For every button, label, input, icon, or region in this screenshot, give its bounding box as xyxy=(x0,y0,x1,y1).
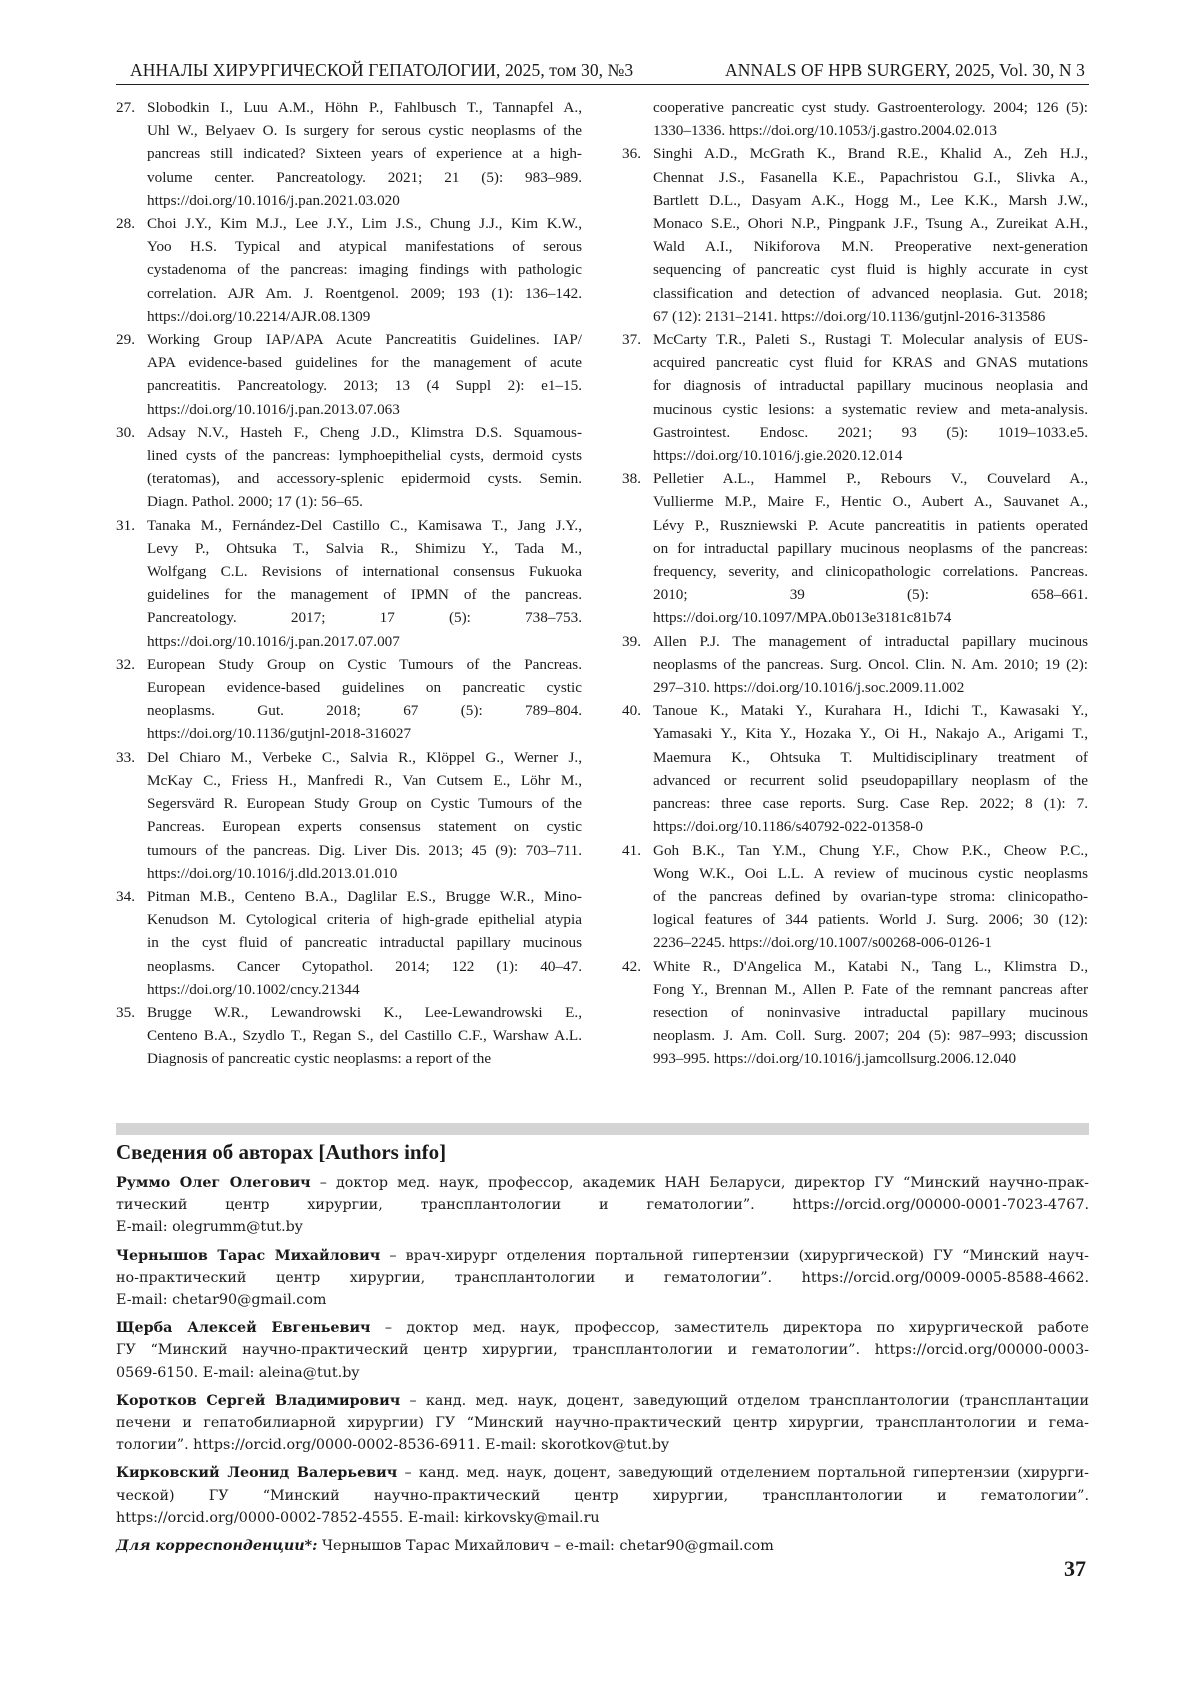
author-line xyxy=(116,1267,1089,1289)
author-text: – канд. мед. наук, доцент, заведующий отделом трансплантологии (трансплантации xyxy=(409,1392,1089,1409)
reference-item xyxy=(116,885,582,1001)
reference-line: Goh B.K., Tan Y.M., Chung Y.F., Chow P.K., Cheow P.C., xyxy=(653,841,1088,859)
author-line xyxy=(116,1434,1089,1456)
reference-line: Diagn. Pathol. 2000; 17 (1): 56–65. xyxy=(147,493,363,511)
reference-line: Monaco S.E., Ohori N.P., Pingpank J.F., Tsung A., Zureikat A.H., xyxy=(653,215,1088,233)
author-text: печени и гепатобилиарной хирургии) ГУ “Минский научно-практический центр хирургии, трансплантологии и гема- xyxy=(116,1415,1089,1432)
author-text: – доктор мед. наук, профессор, заместитель директора по хирургической работе xyxy=(384,1320,1089,1337)
author-name: Руммо Олег Олегович xyxy=(116,1175,311,1191)
author-text: – доктор мед. наук, профессор, академик НАН Беларуси, директор ГУ “Минский научно-прак- xyxy=(319,1175,1089,1191)
reference-item xyxy=(116,421,582,514)
reference-line: https://doi.org/10.2214/AJR.08.1309 xyxy=(147,307,371,325)
reference-line: frequency, severity, and clinicopathologic correlations. Pancreas. xyxy=(653,563,1088,581)
running-header xyxy=(116,58,1089,85)
author-line xyxy=(116,1462,1089,1484)
author-line xyxy=(116,1412,1089,1434)
reference-line: https://doi.org/10.1016/j.pan.2013.07.063 xyxy=(147,400,400,418)
reference-line: Wolfgang C.L. Revisions of international consensus Fukuoka xyxy=(147,563,582,581)
reference-number: 42. xyxy=(622,957,641,975)
reference-line: neoplasm. J. Am. Coll. Surg. 2007; 204 (5): 987–993; discussion xyxy=(653,1027,1088,1045)
author-entry xyxy=(116,1172,1089,1239)
author-entry xyxy=(116,1317,1089,1384)
reference-line: logical features of 344 patients. World J. Surg. 2006; 30 (12): xyxy=(653,911,1088,929)
reference-line: Fong Y., Brennan M., Allen P. Fate of the remnant pancreas after xyxy=(653,980,1088,998)
author-text: https://orcid.org/0000-0002-7852-4555. E-mail: kirkovsky@mail.ru xyxy=(116,1509,600,1526)
reference-number: 31. xyxy=(116,516,135,534)
reference-number: 35. xyxy=(116,1003,135,1021)
author-text: – канд. мед. наук, доцент, заведующий отделением портальной гипертензии (хирурги- xyxy=(404,1465,1089,1482)
author-line xyxy=(116,1194,1089,1216)
reference-item xyxy=(622,467,1088,629)
author-line xyxy=(116,1172,1089,1194)
reference-number: 33. xyxy=(116,748,135,766)
reference-line: https://doi.org/10.1016/j.pan.2021.03.020 xyxy=(147,191,400,209)
author-text: E-mail: chetar90@gmail.com xyxy=(116,1292,327,1309)
reference-line: https://doi.org/10.1016/j.dld.2013.01.010 xyxy=(147,864,398,882)
reference-line: https://doi.org/10.1186/s40792-022-01358-0 xyxy=(653,818,924,836)
reference-line: acquired pancreatic cyst fluid for KRAS and GNAS mutations xyxy=(653,354,1088,372)
author-text: ГУ “Минский научно-практический центр хирургии, трансплантологии и гематологии”. https://orcid.org/00000-0003- xyxy=(116,1342,1089,1359)
author-text: ческой) ГУ “Минский научно-практический центр хирургии, трансплантологии и гематологии”. xyxy=(116,1487,1089,1504)
reference-line: mucinous cystic lesions: a systematic review and meta-analysis. xyxy=(653,400,1088,418)
reference-line: pancreas: three case reports. Surg. Case Rep. 2022; 8 (1): 7. xyxy=(653,795,1088,813)
reference-line: 2010; 39 (5): 658–661. xyxy=(653,586,1088,604)
reference-line: Adsay N.V., Hasteh F., Cheng J.D., Klimstra D.S. Squamous- xyxy=(147,423,582,441)
reference-line: https://doi.org/10.1002/cncy.21344 xyxy=(147,980,360,998)
reference-line: 1330–1336. https://doi.org/10.1053/j.gastro.2004.02.013 xyxy=(653,122,997,140)
author-entry xyxy=(116,1390,1089,1457)
reference-item xyxy=(622,630,1088,700)
reference-line: Lévy P., Ruszniewski P. Acute pancreatitis in patients operated xyxy=(653,516,1088,534)
reference-line: Maemura K., Ohtsuka T. Multidisciplinary treatment of xyxy=(653,748,1088,766)
reference-item xyxy=(622,142,1088,328)
reference-continuation xyxy=(622,96,1088,142)
authors-info-block xyxy=(116,1172,1089,1557)
author-entry xyxy=(116,1245,1089,1312)
reference-number: 27. xyxy=(116,99,135,116)
reference-line: neoplasms. Gut. 2018; 67 (5): 789–804. xyxy=(147,702,582,720)
reference-number: 40. xyxy=(622,702,641,720)
reference-line: Allen P.J. The management of intraductal papillary mucinous xyxy=(653,632,1088,650)
reference-line: Wong W.K., Ooi L.L. A review of mucinous cystic neoplasms xyxy=(653,864,1088,882)
author-text: тический центр хирургии, трансплантологии и гематологии”. https://orcid.org/00000-0001-7023-4767. xyxy=(116,1197,1089,1214)
author-name: Щерба Алексей Евгеньевич xyxy=(116,1320,371,1337)
authors-info-title: Сведения об авторах [Authors info] xyxy=(116,1140,447,1164)
author-line xyxy=(116,1289,1089,1311)
reference-line: 297–310. https://doi.org/10.1016/j.soc.2009.11.002 xyxy=(653,679,965,697)
reference-number: 30. xyxy=(116,423,135,441)
reference-line: resection of noninvasive intraductal papillary mucinous xyxy=(653,1003,1088,1021)
reference-item xyxy=(116,746,582,885)
author-line xyxy=(116,1317,1089,1339)
correspondence-line xyxy=(116,1535,1089,1557)
author-text: тологии”. https://orcid.org/0000-0002-8536-6911. E-mail: skorotkov@tut.by xyxy=(116,1437,670,1454)
reference-line: European Study Group on Cystic Tumours of the Pancreas. xyxy=(147,655,582,673)
reference-item xyxy=(622,955,1088,1071)
reference-line: Yoo H.S. Typical and atypical manifestations of serous xyxy=(147,238,582,256)
reference-line: (teratomas), and accessory-splenic epidermoid cysts. Semin. xyxy=(147,470,582,488)
reference-number: 34. xyxy=(116,887,135,905)
author-name: Чернышов Тарас Михайлович xyxy=(116,1247,381,1264)
author-line xyxy=(116,1507,1089,1529)
reference-line: Uhl W., Belyaev O. Is surgery for serous cystic neoplasms of the xyxy=(147,122,582,140)
reference-number: 41. xyxy=(622,841,641,859)
reference-line: Del Chiaro M., Verbeke C., Salvia R., Klöppel G., Werner J., xyxy=(147,748,582,766)
reference-line: White R., D'Angelica M., Katabi N., Tang L., Klimstra D., xyxy=(653,957,1088,975)
reference-line: sequencing of pancreatic cyst fluid is highly accurate in cyst xyxy=(653,261,1088,279)
header-journal-ru: АННАЛЫ ХИРУРГИЧЕСКОЙ ГЕПАТОЛОГИИ, 2025, том 30, №3 xyxy=(130,60,634,80)
author-text: 0569-6150. E-mail: aleina@tut.by xyxy=(116,1364,360,1381)
reference-line: Levy P., Ohtsuka T., Salvia R., Shimizu Y., Tada M., xyxy=(147,539,582,557)
correspondence-label: Для корреспонденции*: xyxy=(116,1538,318,1555)
reference-line: neoplasms. Cancer Cytopathol. 2014; 122 (1): 40–47. xyxy=(147,957,582,975)
reference-item xyxy=(116,96,582,212)
reference-line: cystadenoma of the pancreas: imaging findings with pathologic xyxy=(147,261,582,279)
reference-item xyxy=(116,514,582,653)
reference-line: Choi J.Y., Kim M.J., Lee J.Y., Lim J.S., Chung J.J., Kim K.W., xyxy=(147,215,582,233)
reference-line: Wald A.I., Nikiforova M.N. Preoperative next-generation xyxy=(653,238,1088,256)
reference-line: Brugge W.R., Lewandrowski K., Lee-Lewandrowski E., xyxy=(147,1003,582,1021)
reference-line: for diagnosis of intraductal papillary mucinous neoplasia and xyxy=(653,377,1088,395)
reference-line: McKay C., Friess H., Manfredi R., Van Cutsem E., Löhr M., xyxy=(147,771,582,789)
correspondence-text: Чернышов Тарас Михайлович – e-mail: chetar90@gmail.com xyxy=(321,1538,774,1555)
reference-number: 36. xyxy=(622,145,641,163)
author-text: E-mail: olegrumm@tut.by xyxy=(116,1219,303,1236)
reference-line: lined cysts of the pancreas: lymphoepithelial cysts, dermoid cysts xyxy=(147,447,582,465)
reference-item xyxy=(622,699,1088,838)
reference-line: https://doi.org/10.1016/j.pan.2017.07.007 xyxy=(147,632,400,650)
reference-line: 993–995. https://doi.org/10.1016/j.jamcollsurg.2006.12.040 xyxy=(653,1050,1017,1068)
reference-line: Tanoue K., Mataki Y., Kurahara H., Idichi T., Kawasaki Y., xyxy=(653,702,1088,720)
reference-line: Vullierme M.P., Maire F., Hentic O., Aubert A., Sauvanet A., xyxy=(653,493,1088,511)
reference-line: neoplasms of the pancreas. Surg. Oncol. Clin. N. Am. 2010; 19 (2): xyxy=(653,655,1088,673)
reference-line: Chennat J.S., Fasanella K.E., Papachristou G.I., Slivka A., xyxy=(653,168,1088,186)
reference-line: in the cyst fluid of pancreatic intraductal papillary mucinous xyxy=(147,934,582,952)
section-divider-band xyxy=(116,1123,1089,1135)
author-line xyxy=(116,1216,1089,1238)
reference-number: 29. xyxy=(116,331,135,349)
reference-line: Diagnosis of pancreatic cystic neoplasms: a report of the xyxy=(147,1050,492,1068)
reference-line: Pancreas. European experts consensus statement on cystic xyxy=(147,818,582,836)
page-number: 37 xyxy=(1064,1556,1086,1581)
reference-line: European evidence-based guidelines on pancreatic cystic xyxy=(147,679,582,697)
author-line xyxy=(116,1485,1089,1507)
reference-line: APA evidence-based guidelines for the management of acute xyxy=(147,354,582,372)
header-journal-en: ANNALS OF HPB SURGERY, 2025, Vol. 30, N 3 xyxy=(724,60,1085,80)
reference-line: Yamasaki Y., Kita Y., Hozaka Y., Oi H., Nakajo A., Arigami T., xyxy=(653,725,1088,743)
reference-line: Pelletier A.L., Hammel P., Rebours V., Couvelard A., xyxy=(653,470,1088,488)
reference-item xyxy=(116,212,582,328)
reference-line: Kenudson M. Cytological criteria of high-grade epithelial atypia xyxy=(147,911,582,929)
author-name: Коротков Сергей Владимирович xyxy=(116,1392,401,1409)
author-text: – врач-хирург отделения портальной гипертензии (хирургической) ГУ “Минский науч- xyxy=(389,1247,1089,1264)
reference-line: Slobodkin I., Luu A.M., Höhn P., Fahlbusch T., Tannapfel A., xyxy=(147,99,582,116)
reference-line: Tanaka M., Fernández-Del Castillo C., Kamisawa T., Jang J.Y., xyxy=(147,516,582,534)
reference-item xyxy=(116,328,582,421)
reference-line: volume center. Pancreatology. 2021; 21 (5): 983–989. xyxy=(147,168,582,186)
reference-line: Pancreatology. 2017; 17 (5): 738–753. xyxy=(147,609,582,627)
reference-line: McCarty T.R., Paleti S., Rustagi T. Molecular analysis of EUS- xyxy=(653,331,1088,349)
author-line xyxy=(116,1339,1089,1361)
reference-line: Segersvärd R. European Study Group on Cystic Tumours of the xyxy=(147,795,582,813)
reference-number: 28. xyxy=(116,215,135,233)
reference-line: Pitman M.B., Centeno B.A., Daglilar E.S., Brugge W.R., Mino- xyxy=(147,887,582,905)
reference-line: Bartlett D.L., Dasyam A.K., Hogg M., Lee K.K., Marsh J.W., xyxy=(653,191,1088,209)
reference-number: 39. xyxy=(622,632,641,650)
author-text: но-практический центр хирургии, трансплантологии и гематологии”. https://orcid.org/0009-0005-8588-4662. xyxy=(116,1269,1089,1286)
reference-line: 67 (12): 2131–2141. https://doi.org/10.1136/gutjnl-2016-313586 xyxy=(653,307,1046,325)
reference-line: tumours of the pancreas. Dig. Liver Dis. 2013; 45 (9): 703–711. xyxy=(147,841,582,859)
reference-line: of the pancreas defined by ovarian-type stroma: clinicopatho- xyxy=(653,887,1088,905)
reference-line: https://doi.org/10.1097/MPA.0b013e3181c81b74 xyxy=(653,609,952,627)
reference-line: pancreas still indicated? Sixteen years of experience at a high- xyxy=(147,145,582,163)
reference-line: classification and detection of advanced neoplasia. Gut. 2018; xyxy=(653,284,1088,302)
author-name: Кирковский Леонид Валерьевич xyxy=(116,1465,398,1482)
reference-item xyxy=(622,839,1088,955)
reference-line: pancreatitis. Pancreatology. 2013; 13 (4 Suppl 2): e1–15. xyxy=(147,377,582,395)
author-line xyxy=(116,1362,1089,1384)
reference-line: https://doi.org/10.1016/j.gie.2020.12.014 xyxy=(653,447,903,465)
reference-number: 37. xyxy=(622,331,641,349)
references-left-column xyxy=(116,96,582,1071)
reference-line: on for intraductal papillary mucinous neoplasms of the pancreas: xyxy=(653,539,1088,557)
reference-line: cooperative pancreatic cyst study. Gastroenterology. 2004; 126 (5): xyxy=(653,99,1088,116)
reference-line: guidelines for the management of IPMN of the pancreas. xyxy=(147,586,582,604)
reference-line: advanced or recurrent solid pseudopapillary neoplasm of the xyxy=(653,771,1088,789)
reference-item xyxy=(116,1001,582,1071)
reference-number: 32. xyxy=(116,655,135,673)
reference-line: 2236–2245. https://doi.org/10.1007/s00268-006-0126-1 xyxy=(653,934,992,952)
references-right-column xyxy=(622,96,1088,1071)
reference-line: Singhi A.D., McGrath K., Brand R.E., Khalid A., Zeh H.J., xyxy=(653,145,1088,163)
reference-line: Gastrointest. Endosc. 2021; 93 (5): 1019–1033.e5. xyxy=(653,423,1088,441)
author-line xyxy=(116,1390,1089,1412)
reference-line: correlation. AJR Am. J. Roentgenol. 2009; 193 (1): 136–142. xyxy=(147,284,582,302)
reference-number: 38. xyxy=(622,470,641,488)
reference-item xyxy=(116,653,582,746)
author-entry xyxy=(116,1462,1089,1529)
reference-line: Centeno B.A., Szydlo T., Regan S., del Castillo C.F., Warshaw A.L. xyxy=(147,1027,582,1045)
reference-item xyxy=(622,328,1088,467)
author-line xyxy=(116,1245,1089,1267)
reference-line: https://doi.org/10.1136/gutjnl-2018-316027 xyxy=(147,725,412,743)
reference-line: Working Group IAP/APA Acute Pancreatitis Guidelines. IAP/ xyxy=(147,331,582,349)
